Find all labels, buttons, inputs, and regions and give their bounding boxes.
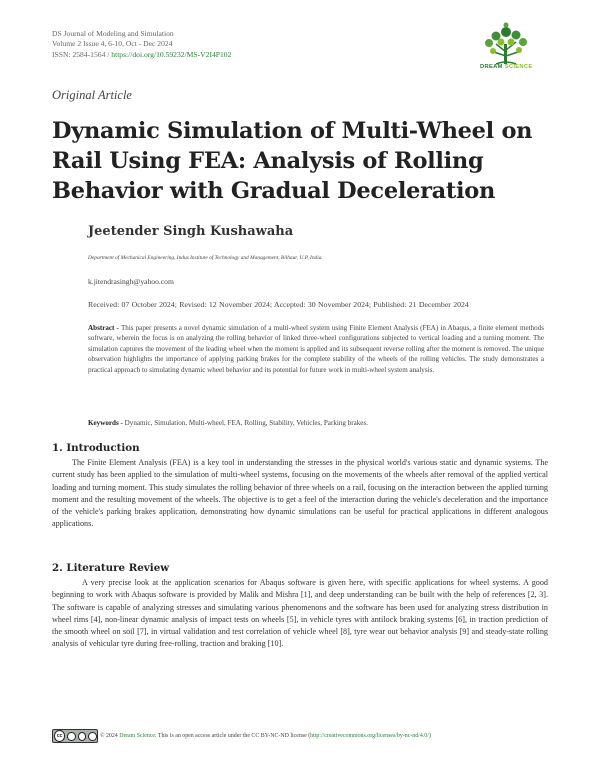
nc-icon: [78, 732, 87, 741]
license-text: . This is an open access article under the CC BY-NC-ND license (: [155, 733, 311, 739]
doi-link[interactable]: https://doi.org/10.59232/MS-V2I4P102: [111, 49, 232, 59]
journal-volume: Volume 2 Issue 4, 6-10, Oct - Dec 2024: [52, 39, 173, 49]
literature-review-paragraph: A very precise look at the application scenarios for Abaqus software is given here, with specific applications for wheel systems. A good beginning to work with Abaqus software is provided by Malik and Mishra [1], and deep understanding can be built with the help of references [2, 3]. The software is capable of analyzing stresses and simulating various phenomenons and the software has been used for analyzing stress distribution in wheel rims [4], non-linear dynamic analysis of impact tests on wheels [5], in vehicle tyres with antilock braking systems [6], in traction prediction of the smooth wheel on soil [7], in virtual validation and test correlation of vehicle wheel [8], tyre wear out behavior analysis [9] and steady-state rolling analysis of vehicular tyre during free-rolling, traction and braking [10].: [52, 578, 548, 649]
author-affiliation: Department of Mechanical Engineering, Indus Institute of Technology and Management, Bilhaur, U.P, India.: [88, 255, 323, 261]
copyright: © 2024: [100, 733, 120, 739]
keywords-label: Keywords -: [88, 419, 125, 427]
logo-brand2: SCIENCE: [504, 64, 533, 70]
article-type: Original Article: [52, 88, 132, 102]
author-email[interactable]: k.jitendrasingh@yahoo.com: [88, 277, 174, 286]
nd-icon: [88, 732, 97, 741]
logo-brand: DREAM: [480, 64, 503, 70]
license-close: ): [428, 733, 431, 739]
journal-info: [52, 29, 231, 60]
section-heading-introduction: 1. Introduction: [52, 442, 140, 454]
keywords-text: Dynamic, Simulation, Multi-wheel, FEA, Rolling, Stability, Vehicles, Parking brakes.: [124, 419, 368, 427]
footer-license: [100, 733, 431, 739]
publisher-link[interactable]: Dream Science: [119, 733, 156, 739]
journal-issn-doi: [52, 50, 231, 60]
section-heading-literature-review: 2. Literature Review: [52, 562, 170, 574]
paper-title: Dynamic Simulation of Multi-Wheel on Rail Using FEA: Analysis of Rolling Behavior with Gradual Deceleration: [52, 118, 533, 204]
introduction-paragraph: The Finite Element Analysis (FEA) is a key tool in understanding the stresses in the physical world's various static and dynamic systems. The current study has been applied to the simulation of multi-wheel systems, focusing on the movements of the wheels after removal of the applied vertical loading and turning moment. This study simulates the rolling behavior of three wheels on a rail, focusing on the interaction between the applied turning moment and the resulting movement of the wheels. The objective is to get a feel of the interaction during the vehicle's deceleration and the importance of the vehicle's parking brakes application, demonstrating how dynamic simulations can be useful for practical applications in different analogous applications.: [52, 458, 548, 529]
abstract-label: Abstract -: [88, 324, 121, 332]
abstract-text: This paper presents a novel dynamic simulation of a multi-wheel system using Finite Element Analysis (FEA) in Abaqus, a finite element methods software, wherein the focus is on analyzing the rolling behavior of linked three-wheel configurations subjected to vertical loading and a turning moment. The simulation captures the movement of the leading wheel when the moment is applied and its subsequent reverse rolling after the moment is removed. The unique observation highlights the importance of applying parking brakes for the complete stability of the wheels of the rolling vehicles. The study demonstrates a practical approach to simulating dynamic wheel behavior and its potential for future work in multi-wheel system analysis.: [88, 324, 544, 374]
cc-icon: cc: [54, 730, 65, 742]
journal-name: DS Journal of Modeling and Simulation: [52, 29, 174, 38]
author-name: Jeetender Singh Kushawaha: [88, 224, 294, 239]
publication-dates: Received: 07 October 2024; Revised: 12 November 2024; Accepted: 30 November 2024; Published: 21 December 2024: [88, 300, 469, 309]
logo-wordmark: [480, 64, 533, 70]
keywords: [88, 419, 368, 427]
cc-license-badge-icon[interactable]: [52, 729, 98, 743]
abstract: [88, 323, 544, 375]
license-link[interactable]: http://creativecommons.org/licenses/by-nc-nd/4.0/: [310, 733, 429, 739]
by-icon: [67, 732, 76, 741]
issn: ISSN: 2584-1564 /: [52, 49, 112, 59]
